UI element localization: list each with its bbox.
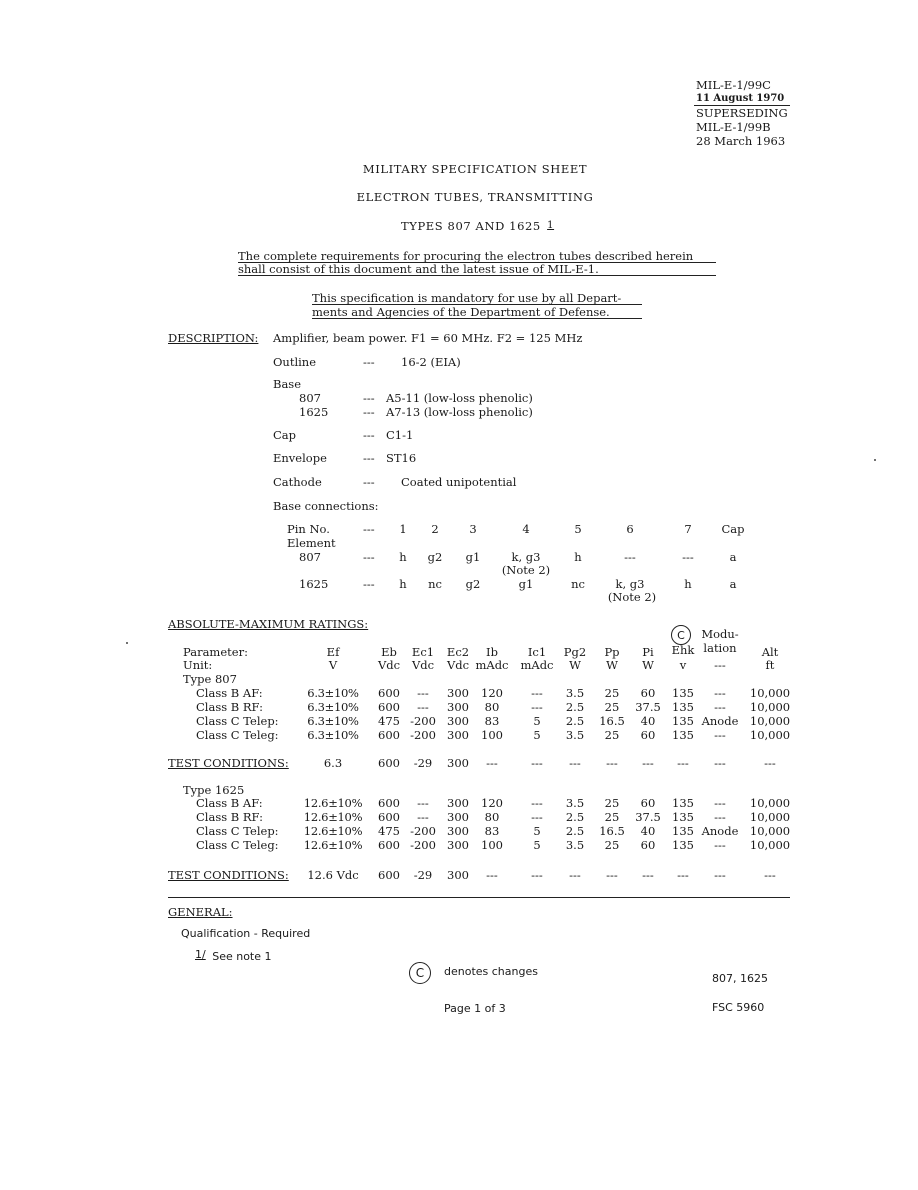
rating-alt: 10,000 (749, 796, 791, 810)
unit-ef: V (328, 658, 338, 672)
conn-1625-pin2: nc (428, 577, 442, 591)
rating-pi: 37.5 (635, 700, 661, 714)
rating-ec2: 300 (447, 714, 469, 728)
pin-6: 6 (626, 522, 634, 536)
rating-ib: 80 (484, 810, 500, 824)
page-number: Page 1 of 3 (444, 1002, 506, 1015)
rating-ib: 100 (481, 838, 503, 852)
rating-ef: 12.6±10% (303, 796, 363, 810)
rating-ec1: -200 (410, 824, 436, 838)
rating-alt: 10,000 (749, 700, 791, 714)
conn-1625-pin6: k, g3 (615, 577, 645, 591)
rating-row-label: Class B RF: (196, 700, 264, 714)
envelope-value: ST16 (386, 451, 417, 465)
conn-807-cap: a (729, 550, 737, 564)
conn-807-pin2: g2 (427, 550, 443, 564)
outline-label: Outline (273, 355, 317, 369)
conn-1625-pin3: g2 (465, 577, 481, 591)
type-label: Type 1625 (183, 783, 245, 797)
rating-ic1: --- (531, 700, 543, 714)
unit-pp: W (606, 658, 618, 672)
rating-pg2: 2.5 (565, 810, 585, 824)
rating-ic1: 5 (533, 714, 541, 728)
rating-pi: 60 (640, 686, 656, 700)
rating-ic1: 5 (533, 838, 541, 852)
rating-pi: 60 (640, 838, 656, 852)
conn-1625-cap: a (729, 577, 737, 591)
rating-ib: 120 (481, 686, 503, 700)
param-alt: Alt (761, 645, 779, 659)
rating-pi: 40 (640, 824, 656, 838)
rating-ehk: 135 (672, 686, 694, 700)
base-dash-1625: --- (363, 405, 375, 419)
title-line-3 (401, 219, 554, 233)
rating-ef: 6.3±10% (307, 700, 359, 714)
conn-dash-1625: --- (363, 577, 375, 591)
scan-speck (126, 642, 128, 644)
rating-row-label: Class C Teleg: (196, 838, 279, 852)
footnote (195, 948, 272, 964)
cap-dash: --- (363, 428, 375, 442)
param-eb: Eb (381, 645, 397, 659)
unit-ec2: Vdc (446, 658, 470, 672)
test-modulation: --- (714, 868, 726, 882)
rating-eb: 475 (378, 824, 400, 838)
conn-807-pin3: g1 (465, 550, 481, 564)
rating-ec2: 300 (447, 838, 469, 852)
test-alt: --- (764, 868, 776, 882)
rating-ec2: 300 (447, 700, 469, 714)
test-ef: 12.6 Vdc (307, 868, 359, 882)
general-label: GENERAL: (168, 905, 233, 919)
pin-cap: Cap (721, 522, 745, 536)
rating-ehk: 135 (672, 796, 694, 810)
rating-ef: 12.6±10% (303, 824, 363, 838)
test-pg2: --- (569, 868, 581, 882)
intro-underline-2 (238, 275, 716, 276)
unit-modulation: --- (714, 658, 726, 672)
rating-alt: 10,000 (749, 810, 791, 824)
type-label: Type 807 (183, 672, 237, 686)
rating-eb: 600 (378, 796, 400, 810)
rating-pg2: 2.5 (565, 824, 585, 838)
pin-2: 2 (431, 522, 439, 536)
rating-pp: 16.5 (599, 714, 625, 728)
rating-pp: 25 (604, 838, 620, 852)
title-footnote-ref: 1 (547, 220, 555, 231)
outline-value: 16-2 (EIA) (401, 355, 461, 369)
change-mark-icon (671, 625, 691, 645)
parameter-label: Parameter: (183, 645, 248, 659)
pin-dash: --- (363, 522, 375, 536)
changes-symbol-letter: C (415, 966, 425, 980)
rating-row-label: Class B AF: (196, 686, 263, 700)
unit-pi: W (642, 658, 654, 672)
rating-alt: 10,000 (749, 838, 791, 852)
scan-speck (874, 459, 876, 461)
rating-ic1: 5 (533, 728, 541, 742)
title-types: TYPES 807 AND 1625 (401, 219, 541, 233)
conn-dash-807: --- (363, 550, 375, 564)
test-ec2: 300 (447, 868, 469, 882)
conn-1625-pin7: h (684, 577, 692, 591)
pin-3: 3 (469, 522, 477, 536)
rating-row-label: Class C Telep: (196, 714, 279, 728)
rating-ic1: 5 (533, 824, 541, 838)
superseded-spec: MIL-E-1/99B (696, 120, 771, 134)
rating-modulation: --- (714, 796, 726, 810)
param-ehk: Ehk (671, 643, 695, 657)
conn-type-807: 807 (299, 550, 321, 564)
test-eb: 600 (378, 868, 400, 882)
cathode-dash: --- (363, 475, 375, 489)
description-label: DESCRIPTION: (168, 331, 259, 345)
rating-eb: 600 (378, 686, 400, 700)
footnote-text: See note 1 (212, 950, 272, 963)
element-label: Element (287, 536, 336, 550)
rating-pg2: 3.5 (565, 686, 585, 700)
conn-1625-pin4: g1 (518, 577, 534, 591)
rating-ehk: 135 (672, 700, 694, 714)
rating-alt: 10,000 (749, 686, 791, 700)
unit-eb: Vdc (377, 658, 401, 672)
rating-ef: 6.3±10% (307, 728, 359, 742)
rating-pp: 25 (604, 700, 620, 714)
test-conditions-label: TEST CONDITIONS: (168, 868, 289, 882)
rating-ec2: 300 (447, 686, 469, 700)
param-pp: Pp (604, 645, 620, 659)
rating-pi: 40 (640, 714, 656, 728)
rating-ib: 80 (484, 700, 500, 714)
rating-alt: 10,000 (749, 728, 791, 742)
unit-ic1: mAdc (520, 658, 554, 672)
conn-807-pin7: --- (682, 550, 694, 564)
mandatory-line-1: This specification is mandatory for use by all Depart- (312, 291, 622, 305)
spec-number: MIL-E-1/99C (696, 78, 771, 92)
intro-line-2: shall consist of this document and the latest issue of MIL-E-1. (238, 262, 599, 276)
rating-eb: 600 (378, 838, 400, 852)
test-ib: --- (486, 756, 498, 770)
base-value-807: A5-11 (low-loss phenolic) (386, 391, 533, 405)
rating-alt: 10,000 (749, 714, 791, 728)
param-pi: Pi (642, 645, 654, 659)
envelope-dash: --- (363, 451, 375, 465)
envelope-label: Envelope (273, 451, 327, 465)
rating-ef: 12.6±10% (303, 838, 363, 852)
rating-ec2: 300 (447, 796, 469, 810)
rating-pp: 25 (604, 810, 620, 824)
test-ehk: --- (677, 868, 689, 882)
spec-date: 11 August 1970 (696, 93, 785, 104)
test-ehk: --- (677, 756, 689, 770)
rating-ib: 83 (484, 824, 500, 838)
ratings-label: ABSOLUTE-MAXIMUM RATINGS: (168, 617, 369, 631)
conn-807-pin5: h (574, 550, 582, 564)
pin-no-label: Pin No. (287, 522, 330, 536)
conn-type-1625: 1625 (299, 577, 329, 591)
rating-ec1: -200 (410, 728, 436, 742)
unit-ehk: v (679, 658, 687, 672)
cathode-label: Cathode (273, 475, 322, 489)
rating-pg2: 3.5 (565, 728, 585, 742)
mandatory-underline-2 (312, 318, 642, 319)
test-pg2: --- (569, 756, 581, 770)
intro-line-1: The complete requirements for procuring the electron tubes described herein (238, 249, 694, 263)
rating-modulation: --- (714, 728, 726, 742)
unit-alt: ft (765, 658, 775, 672)
test-eb: 600 (378, 756, 400, 770)
rating-ic1: --- (531, 810, 543, 824)
change-mark-letter: C (677, 628, 685, 642)
base-type-807: 807 (299, 391, 321, 405)
rating-pi: 60 (640, 728, 656, 742)
conn-807-pin4: k, g3 (511, 550, 541, 564)
conn-1625-pin6-note: (Note 2) (607, 590, 657, 604)
param-modulation: Modu- lation (701, 627, 739, 655)
pin-4: 4 (522, 522, 530, 536)
rating-eb: 475 (378, 714, 400, 728)
test-ef: 6.3 (323, 756, 343, 770)
rating-ic1: --- (531, 796, 543, 810)
rating-modulation: Anode (701, 714, 739, 728)
test-ic1: --- (531, 756, 543, 770)
changes-text: denotes changes (444, 965, 538, 978)
rating-ehk: 135 (672, 714, 694, 728)
param-ic1: Ic1 (527, 645, 547, 659)
test-conditions-label: TEST CONDITIONS: (168, 756, 289, 770)
rating-modulation: Anode (701, 824, 739, 838)
param-pg2: Pg2 (563, 645, 587, 659)
test-pi: --- (642, 868, 654, 882)
rating-ib: 120 (481, 796, 503, 810)
mandatory-line-2: ments and Agencies of the Department of Defense. (312, 305, 610, 319)
rating-pg2: 2.5 (565, 714, 585, 728)
rating-row-label: Class B AF: (196, 796, 263, 810)
rating-modulation: --- (714, 838, 726, 852)
rating-eb: 600 (378, 810, 400, 824)
base-type-1625: 1625 (299, 405, 329, 419)
rating-ib: 83 (484, 714, 500, 728)
test-ec2: 300 (447, 756, 469, 770)
cathode-value: Coated unipotential (401, 475, 517, 489)
rating-ec2: 300 (447, 824, 469, 838)
base-connections-label: Base connections: (273, 499, 379, 513)
title-line-2: ELECTRON TUBES, TRANSMITTING (356, 190, 594, 204)
test-pi: --- (642, 756, 654, 770)
rating-ec1: -200 (410, 838, 436, 852)
test-ic1: --- (531, 868, 543, 882)
rating-ib: 100 (481, 728, 503, 742)
rating-ec2: 300 (447, 728, 469, 742)
title-line-1: MILITARY SPECIFICATION SHEET (362, 162, 588, 176)
ratings-bottom-rule (168, 897, 790, 898)
conn-807-pin6: --- (624, 550, 636, 564)
unit-label: Unit: (183, 658, 213, 672)
cap-label: Cap (273, 428, 297, 442)
rating-pi: 60 (640, 796, 656, 810)
rating-ic1: --- (531, 686, 543, 700)
test-ec1: -29 (413, 756, 433, 770)
rating-ehk: 135 (672, 838, 694, 852)
base-value-1625: A7-13 (low-loss phenolic) (386, 405, 533, 419)
test-ec1: -29 (413, 868, 433, 882)
base-label: Base (273, 377, 302, 391)
rating-ec1: --- (417, 700, 429, 714)
pin-1: 1 (399, 522, 407, 536)
rating-ec1: --- (417, 796, 429, 810)
rating-row-label: Class C Teleg: (196, 728, 279, 742)
changes-symbol-icon (409, 962, 431, 984)
rating-ehk: 135 (672, 810, 694, 824)
superseding-label: SUPERSEDING (696, 106, 788, 120)
conn-1625-pin1: h (399, 577, 407, 591)
base-dash-807: --- (363, 391, 375, 405)
footer-tube-types: 807, 1625 (712, 972, 768, 985)
rating-ehk: 135 (672, 728, 694, 742)
pin-5: 5 (574, 522, 582, 536)
rating-ef: 12.6±10% (303, 810, 363, 824)
rating-pg2: 2.5 (565, 700, 585, 714)
test-alt: --- (764, 756, 776, 770)
rating-row-label: Class B RF: (196, 810, 264, 824)
rating-ec1: --- (417, 810, 429, 824)
rating-alt: 10,000 (749, 824, 791, 838)
test-modulation: --- (714, 756, 726, 770)
cap-value: C1-1 (386, 428, 414, 442)
rating-ef: 6.3±10% (307, 714, 359, 728)
rating-pp: 25 (604, 686, 620, 700)
description-text: Amplifier, beam power. F1 = 60 MHz. F2 = 125 MHz (273, 331, 583, 345)
rating-ec2: 300 (447, 810, 469, 824)
rating-modulation: --- (714, 810, 726, 824)
rating-modulation: --- (714, 700, 726, 714)
superseded-date: 28 March 1963 (696, 134, 786, 148)
rating-pg2: 3.5 (565, 838, 585, 852)
rating-ec1: --- (417, 686, 429, 700)
param-ec1: Ec1 (411, 645, 435, 659)
param-ec2: Ec2 (446, 645, 470, 659)
rating-eb: 600 (378, 700, 400, 714)
rating-ehk: 135 (672, 824, 694, 838)
rating-pp: 25 (604, 796, 620, 810)
rating-pg2: 3.5 (565, 796, 585, 810)
rating-ec1: -200 (410, 714, 436, 728)
test-pp: --- (606, 868, 618, 882)
test-ib: --- (486, 868, 498, 882)
outline-dash: --- (363, 355, 375, 369)
rating-ef: 6.3±10% (307, 686, 359, 700)
qualification-text: Qualification - Required (181, 927, 311, 940)
unit-ib: mAdc (475, 658, 509, 672)
conn-807-pin1: h (399, 550, 407, 564)
rating-row-label: Class C Telep: (196, 824, 279, 838)
rating-pi: 37.5 (635, 810, 661, 824)
test-pp: --- (606, 756, 618, 770)
rating-modulation: --- (714, 686, 726, 700)
unit-pg2: W (569, 658, 581, 672)
conn-1625-pin5: nc (571, 577, 585, 591)
conn-807-pin4-note: (Note 2) (501, 563, 551, 577)
footnote-mark: 1/ (195, 948, 206, 961)
rating-pp: 25 (604, 728, 620, 742)
param-ef: Ef (326, 645, 340, 659)
rating-pp: 16.5 (599, 824, 625, 838)
unit-ec1: Vdc (411, 658, 435, 672)
fsc-number: FSC 5960 (712, 1001, 765, 1014)
rating-eb: 600 (378, 728, 400, 742)
param-ib: Ib (486, 645, 498, 659)
pin-7: 7 (684, 522, 692, 536)
